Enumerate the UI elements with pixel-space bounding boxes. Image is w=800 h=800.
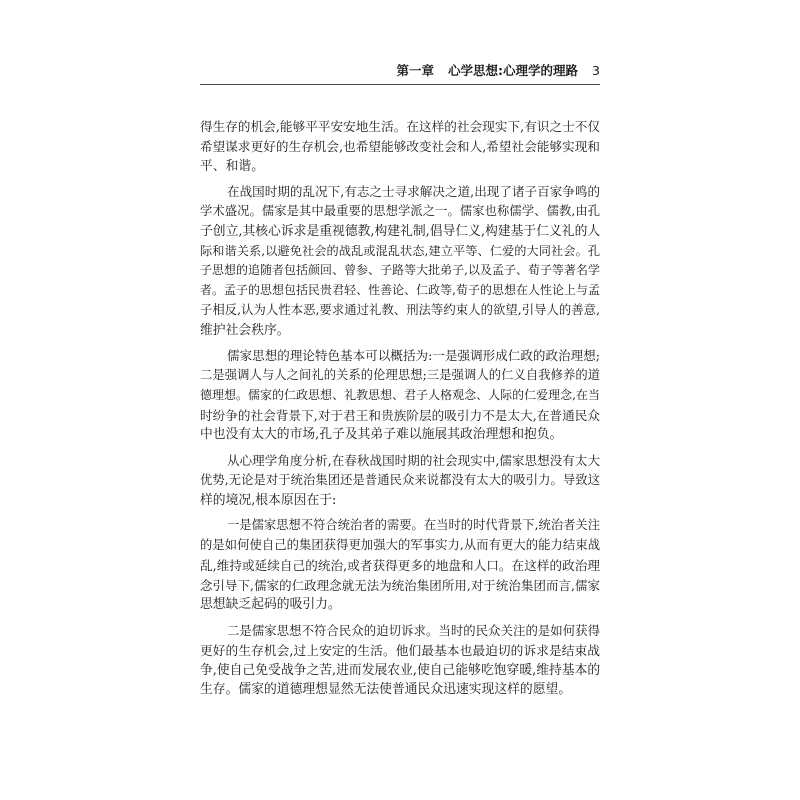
text-line: 希望谋求更好的生存机会,也希望能够改变社会和人,希望社会能够实现和 [200,138,600,154]
text-line: 样的境况,根本原因在于: [200,492,337,508]
text-line: 子创立,其核心诉求是重视德教,构建礼制,倡导仁义,构建基于仁义礼的人 [200,223,600,239]
paragraph-1 [200,117,600,176]
paragraph-3 [200,346,600,445]
text-line: 生存。儒家的道德理想显然无法使普通民众迅速实现这样的愿望。 [200,682,572,698]
header-rule [200,84,600,85]
body-text [200,117,600,717]
text-line: 思想缺乏起码的吸引力。 [200,597,341,613]
text-line: 优势,无论是对于统治集团还是普通民众来说都没有太大的吸引力。导致这 [200,472,600,487]
text-line: 乱,维持或延续自己的统治,或者获得更多的地盘和人口。在这样的政治理 [200,557,600,573]
text-line: 际和谐关系,以避免社会的战乱或混乱状态,建立平等、仁爱的大同社会。孔 [200,243,600,258]
paragraph-6 [200,621,600,700]
text-line: 二是儒家思想不符合民众的迫切诉求。当时的民众关注的是如何获得 [227,623,600,638]
chapter-title: 心学思想:心理学的理路 [448,63,579,78]
text-line: 时纷争的社会背景下,对于君王和贵族阶层的吸引力不是太大,在普通民众 [200,407,600,423]
text-line: 学术盛况。儒家是其中最重要的思想学派之一。儒家也称儒学、儒教,由孔 [200,204,600,218]
page-number: 3 [592,63,600,78]
text-line: 德理想。儒家的仁政思想、礼教思想、君子人格观念、人际的仁爱理念,在当 [200,387,600,402]
text-line: 者。孟子的思想包括民贵君轻、性善论、仁政等,荀子的思想在人性论上与孟 [200,283,600,297]
text-line: 子相反,认为人性本恶,要求通过礼教、刑法等约束人的欲望,引导人的善意, [200,302,600,317]
text-line: 更好的生存机会,过上安定的生活。他们最基本也最迫切的诉求是结束战 [200,642,600,658]
text-line: 念引导下,儒家的仁政理念就无法为统治集团所用,对于统治集团而言,儒家 [200,577,600,593]
text-line: 一是儒家思想不符合统治者的需要。在当时的时代背景下,统治者关注 [227,518,600,533]
paragraph-4 [200,451,600,510]
text-line: 平、和谐。 [200,158,264,174]
text-line: 中也没有太大的市场,孔子及其弟子难以施展其政治理想和抱负。 [200,427,563,443]
text-line: 的是如何使自己的集团获得更加强大的军事实力,从而有更大的能力结束战 [200,538,600,552]
text-line: 从心理学角度分析,在春秋战国时期的社会现实中,儒家思想没有太大 [227,453,600,468]
text-line: 维护社会秩序。 [200,322,290,338]
paragraph-5 [200,516,600,615]
text-line: 子思想的追随者包括颜回、曾参、子路等大批弟子,以及孟子、荀子等著名学 [200,263,600,278]
running-head [200,61,600,81]
text-line: 争,使自己免受战争之苦,进而发展农业,使自己能够吃饱穿暖,维持基本的 [200,662,600,678]
text-line: 儒家思想的理论特色基本可以概括为:一是强调形成仁政的政治理想; [227,348,600,364]
text-line: 得生存的机会,能够平平安安地生活。在这样的社会现实下,有识之士不仅 [200,119,600,134]
chapter-label: 第一章 [396,63,435,78]
paragraph-2 [200,182,600,340]
text-line: 在战国时期的乱况下,有志之士寻求解决之道,出现了诸子百家争鸣的 [227,184,600,200]
text-line: 二是强调人与人之间礼的关系的伦理思想;三是强调人的仁义自我修养的道 [200,368,600,382]
